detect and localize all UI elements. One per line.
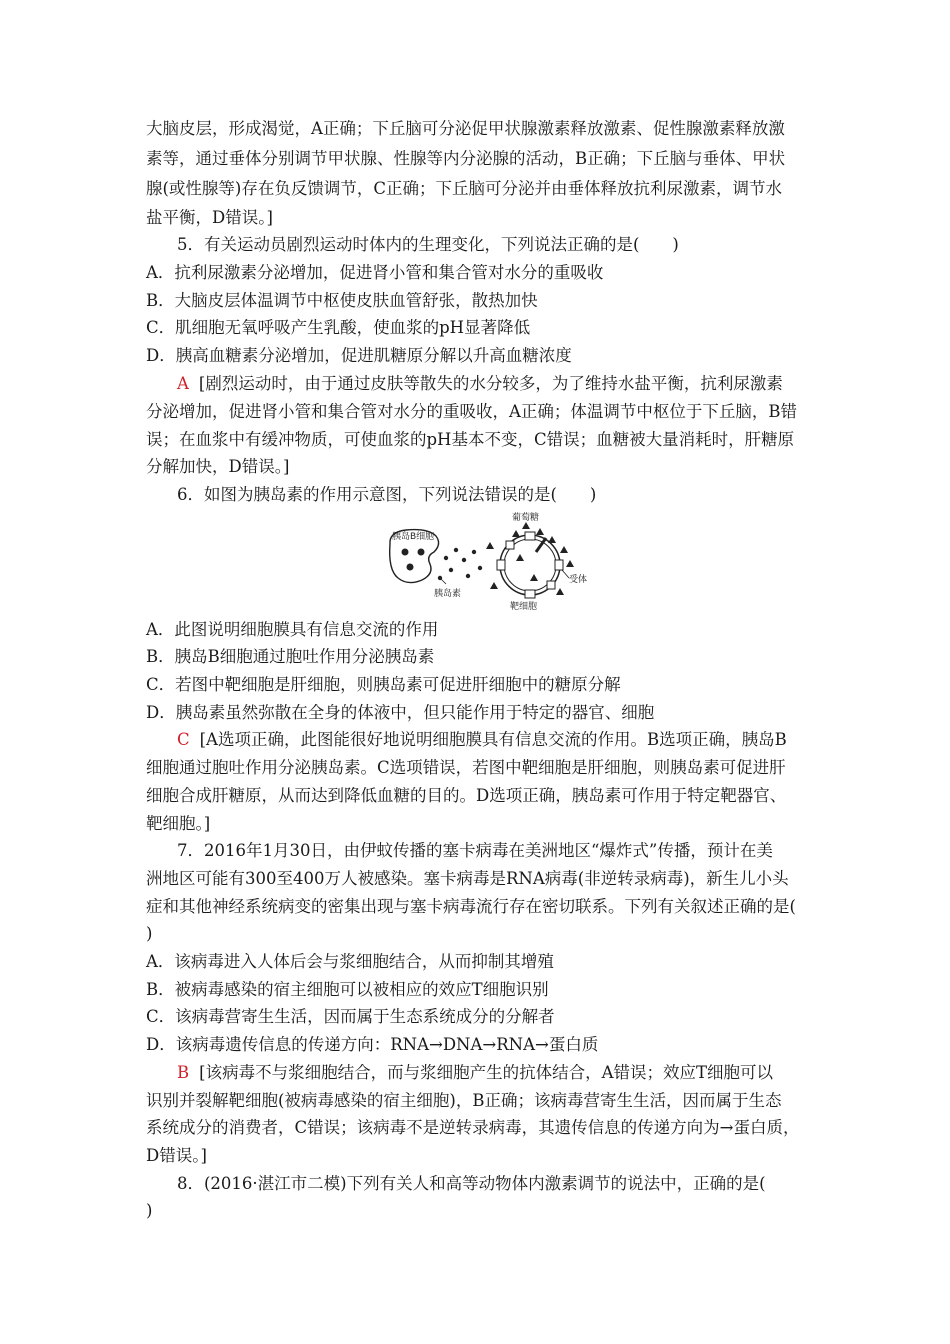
question-6-stem: 6．如图为胰岛素的作用示意图，下列说法错误的是( ) (177, 485, 597, 504)
option-a: A．该病毒进入人体后会与浆细胞结合，从而抑制其增殖 (146, 952, 554, 971)
text-line: 系统成分的消费者，C错误；该病毒不是逆转录病毒，其遗传信息的传递方向为→蛋白质， (146, 1118, 800, 1137)
option-d: D．该病毒遗传信息的传递方向：RNA→DNA→RNA→蛋白质 (146, 1035, 599, 1054)
question-7-stem: 7．2016年1月30日，由伊蚊传播的塞卡病毒在美洲地区“爆炸式”传播，预计在美 (177, 841, 773, 860)
label-insulin: 胰岛素 (434, 589, 462, 599)
option-d: D．胰岛素虽然弥散在全身的体液中，但只能作用于特定的器官、细胞 (146, 703, 655, 722)
text-line: 误；在血浆中有缓冲物质，可使血浆的pH基本不变，C错误；血糖被大量消耗时，肝糖原 (146, 430, 795, 449)
option-c: C．若图中靶细胞是肝细胞，则胰岛素可促进肝细胞中的糖原分解 (146, 675, 621, 694)
text-line: 细胞通过胞吐作用分泌胰岛素。C选项错误，若图中靶细胞是肝细胞，则胰岛素可促进肝 (146, 758, 786, 777)
text-line: 分解加快，D错误。] (146, 457, 290, 476)
option-a: A．抗利尿激素分泌增加，促进肾小管和集合管对水分的重吸收 (146, 263, 604, 282)
text-line: 症和其他神经系统病变的密集出现与塞卡病毒流行存在密切联系。下列有关叙述正确的是( (146, 897, 796, 916)
text-line: 洲地区可能有300至400万人被感染。塞卡病毒是RNA病毒(非逆转录病毒)，新生儿小头 (146, 869, 789, 888)
insulin-diagram (384, 512, 588, 612)
answer-explanation: C [A选项正确，此图能很好地说明细胞膜具有信息交流的作用。B选项正确，胰岛B (177, 730, 787, 749)
label-target-cell: 靶细胞 (510, 602, 538, 612)
option-b: B．被病毒感染的宿主细胞可以被相应的效应T细胞识别 (146, 980, 549, 999)
answer-explanation: A [剧烈运动时，由于通过皮肤等散失的水分较多，为了维持水盐平衡，抗利尿激素 (177, 374, 783, 393)
option-b: B．大脑皮层体温调节中枢使皮肤血管舒张，散热加快 (146, 291, 538, 310)
answer-letter: A (177, 374, 189, 393)
text-line: 大脑皮层，形成渴觉，A正确；下丘脑可分泌促甲状腺激素释放激素、促性腺激素释放激 (146, 119, 785, 138)
label-b-cell: 胰岛B细胞 (392, 532, 435, 542)
text-line: ) (146, 1201, 153, 1220)
option-c: C．肌细胞无氧呼吸产生乳酸，使血浆的pH显著降低 (146, 318, 531, 337)
text-line: 素等，通过垂体分别调节甲状腺、性腺等内分泌腺的活动，B正确；下丘脑与垂体、甲状 (146, 149, 786, 168)
label-glucose: 葡萄糖 (512, 513, 540, 523)
text-line: D错误。] (146, 1146, 207, 1165)
text-line: 腺(或性腺等)存在负反馈调节，C正确；下丘脑可分泌并由垂体释放抗利尿激素，调节水 (146, 179, 782, 198)
text-line: 细胞合成肝糖原，从而达到降低血糖的目的。D选项正确，胰岛素可作用于特定靶器官、 (146, 786, 787, 805)
option-b: B．胰岛B细胞通过胞吐作用分泌胰岛素 (146, 647, 435, 666)
text-line: 盐平衡，D错误。] (146, 208, 273, 227)
answer-letter: C (177, 730, 190, 749)
option-d: D．胰高血糖素分泌增加，促进肌糖原分解以升高血糖浓度 (146, 346, 572, 365)
question-5-stem: 5．有关运动员剧烈运动时体内的生理变化，下列说法正确的是( ) (177, 235, 679, 254)
text-line: 分泌增加，促进肾小管和集合管对水分的重吸收，A正确；体温调节中枢位于下丘脑，B错 (146, 402, 798, 421)
option-c: C．该病毒营寄生生活，因而属于生态系统成分的分解者 (146, 1007, 555, 1026)
text-line: 识别并裂解靶细胞(被病毒感染的宿主细胞)，B正确；该病毒营寄生生活，因而属于生态 (146, 1091, 782, 1110)
option-a: A．此图说明细胞膜具有信息交流的作用 (146, 620, 439, 639)
label-receptor: 受体 (569, 575, 588, 585)
text-line: 靶细胞。] (146, 814, 211, 833)
question-8-stem: 8．(2016·湛江市二模)下列有关人和高等动物体内激素调节的说法中，正确的是( (177, 1174, 766, 1193)
answer-letter: B (177, 1063, 190, 1082)
text-line: ) (146, 924, 153, 943)
answer-explanation: B [该病毒不与浆细胞结合，而与浆细胞产生的抗体结合，A错误；效应T细胞可以 (177, 1063, 773, 1082)
